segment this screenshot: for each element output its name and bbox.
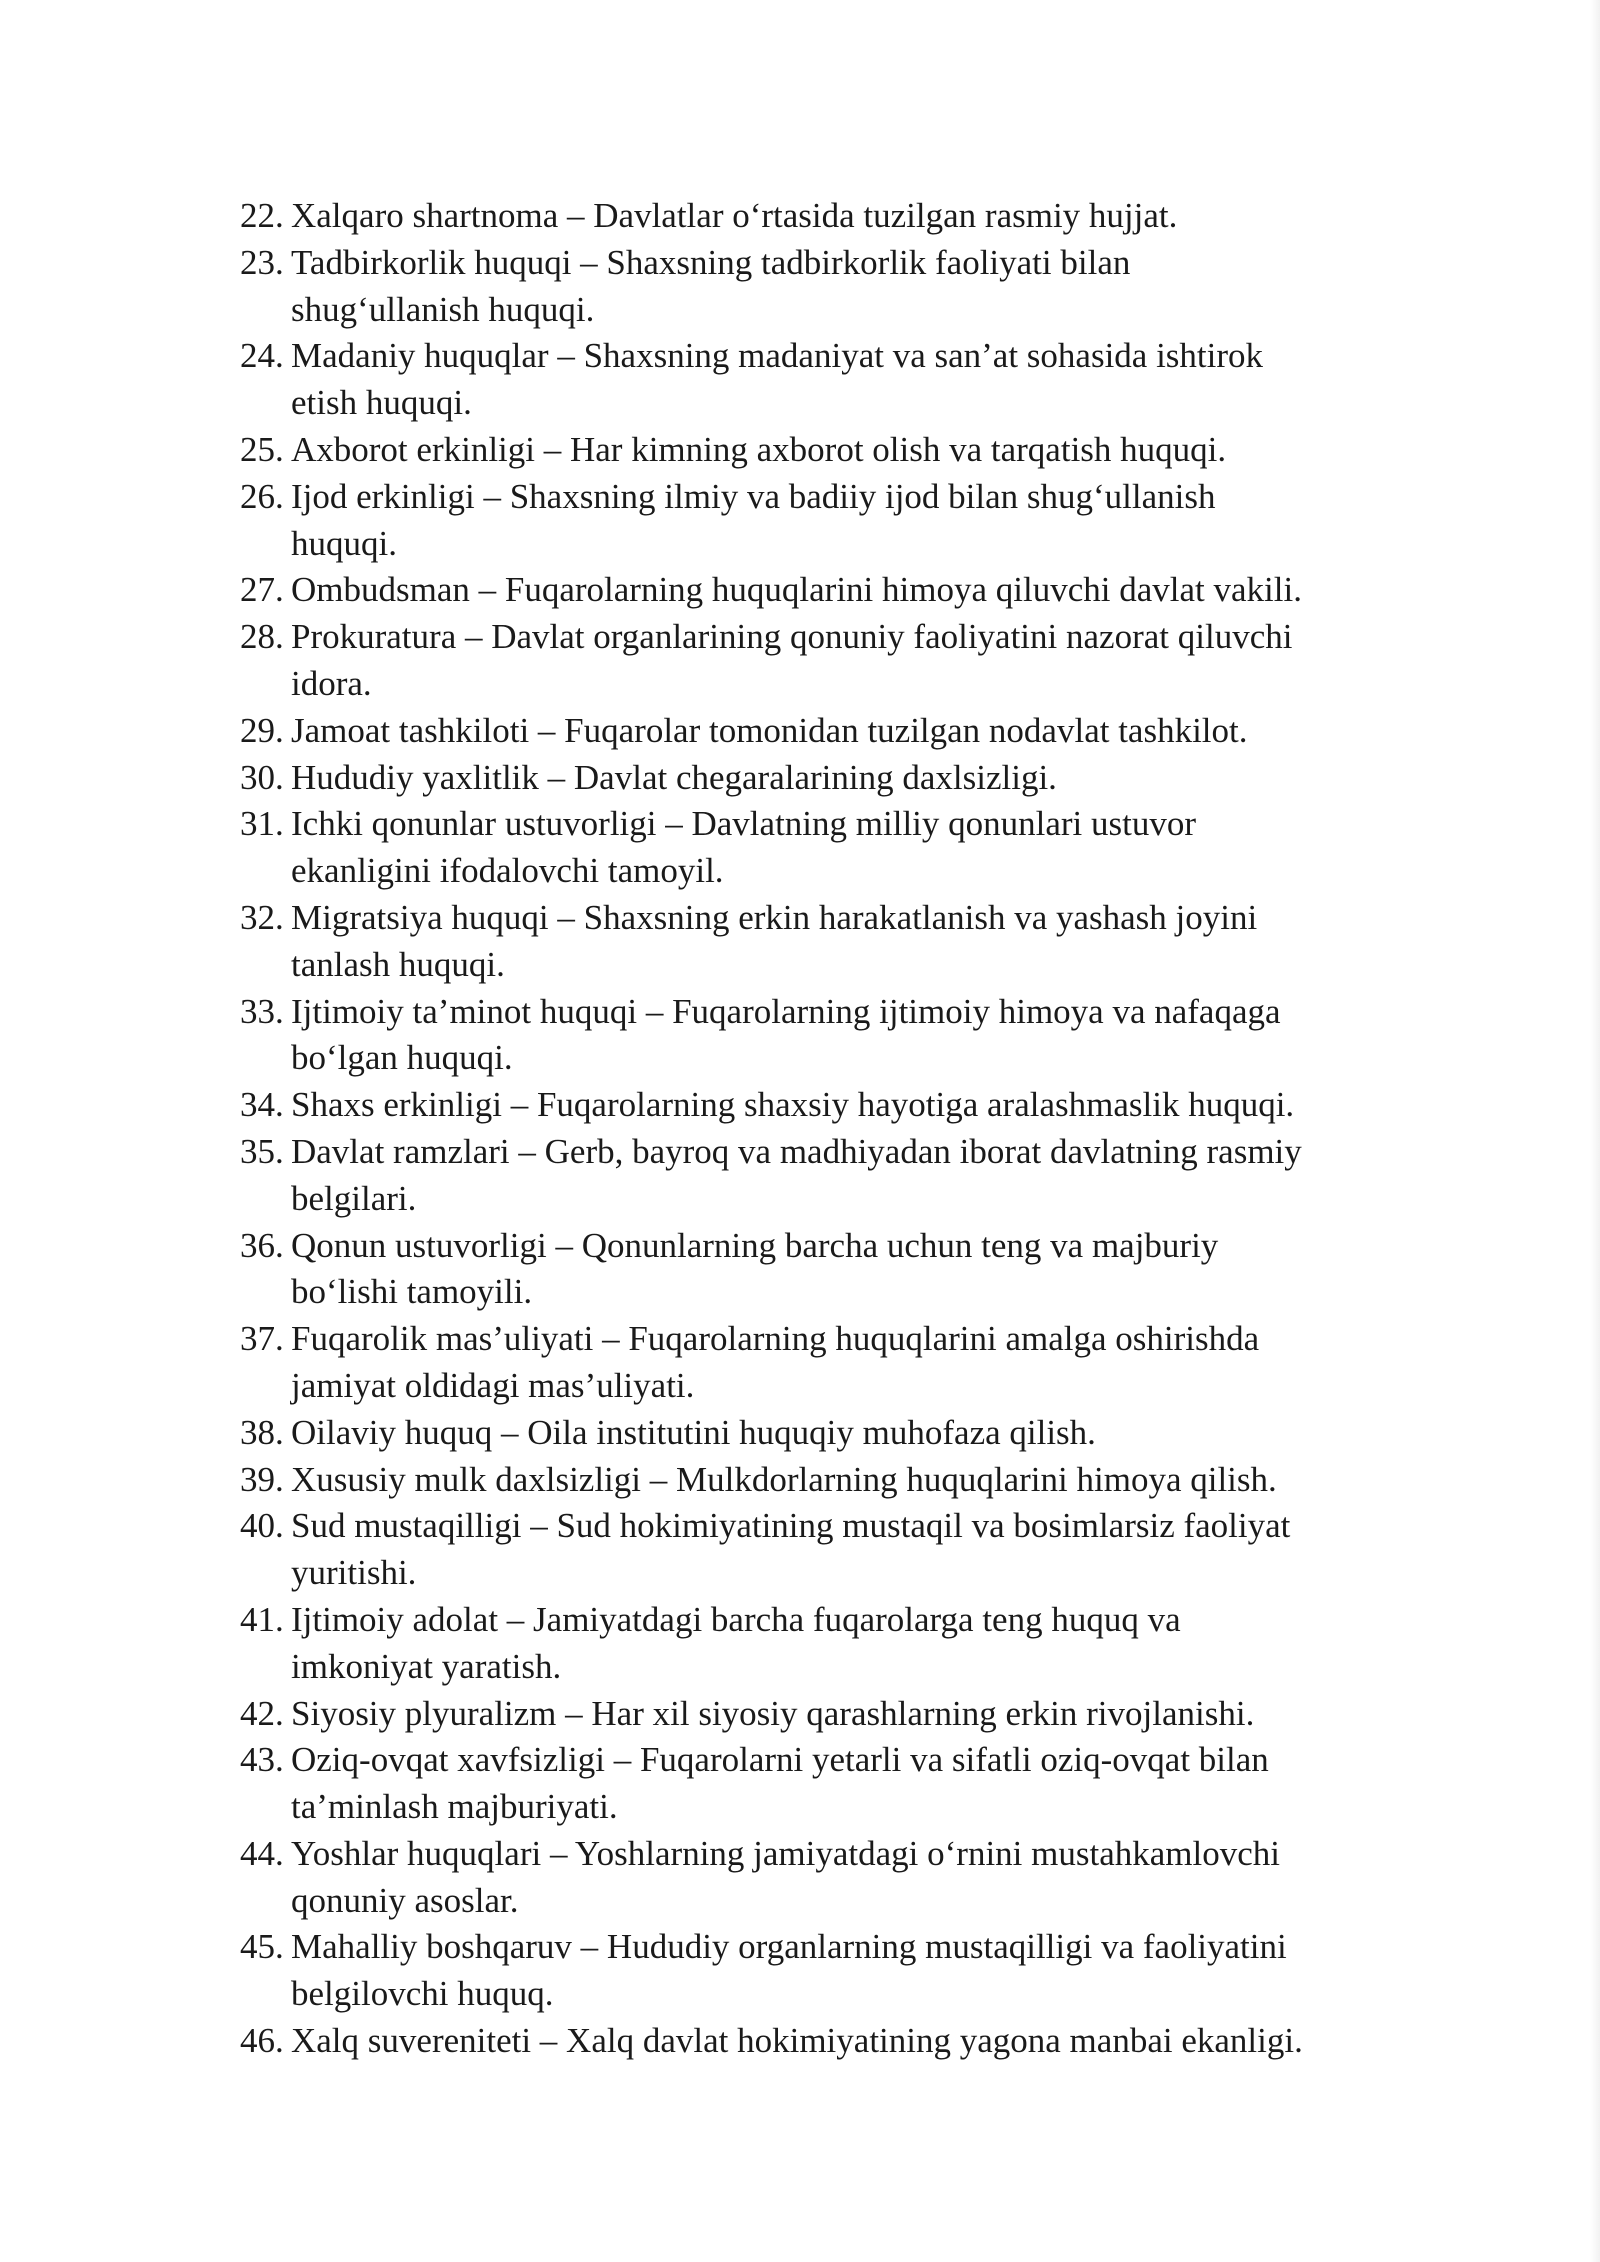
item-text bbox=[291, 1831, 1400, 1925]
item-number: 22. bbox=[240, 196, 284, 235]
item-text-line: Hududiy yaxlitlik – Davlat chegaralarining daxlsizligi. bbox=[291, 757, 1057, 797]
item-number: 37. bbox=[240, 1319, 284, 1359]
item-text bbox=[291, 2018, 1400, 2065]
item-text-line: Ijtimoiy ta’minot huquqi – Fuqarolarning ijtimoiy himoya va nafaqaga bbox=[291, 991, 1281, 1031]
item-text-line: qonuniy asoslar. bbox=[291, 1880, 519, 1920]
list-item bbox=[240, 989, 1400, 1083]
item-text-line: Xalqaro shartnoma – Davlatlar o‘rtasida tuzilgan rasmiy hujjat. bbox=[291, 196, 1178, 235]
item-text-line: bo‘lishi tamoyili. bbox=[291, 1272, 533, 1312]
item-text bbox=[291, 801, 1400, 895]
list-item bbox=[240, 333, 1400, 427]
item-text-line: etish huquqi. bbox=[291, 383, 472, 423]
item-text bbox=[291, 474, 1400, 568]
item-text bbox=[291, 1597, 1400, 1691]
item-number: 46. bbox=[240, 2021, 284, 2061]
item-number: 25. bbox=[240, 429, 284, 469]
item-text bbox=[291, 755, 1400, 802]
list-item bbox=[240, 474, 1400, 568]
item-number: 43. bbox=[240, 1740, 284, 1780]
item-text-line: Prokuratura – Davlat organlarining qonuniy faoliyatini nazorat qiluvchi bbox=[291, 617, 1293, 657]
list-item bbox=[240, 2018, 1400, 2065]
item-text-line: Axborot erkinligi – Har kimning axborot olish va tarqatish huquqi. bbox=[291, 429, 1227, 469]
item-text-line: idora. bbox=[291, 663, 372, 703]
item-text bbox=[291, 1924, 1400, 2018]
page-edge-shadow bbox=[1590, 0, 1600, 2262]
item-text-line: tanlash huquqi. bbox=[291, 944, 505, 984]
list-item bbox=[240, 1597, 1400, 1691]
item-text-line: shug‘ullanish huquqi. bbox=[291, 289, 595, 329]
item-text-line: Ichki qonunlar ustuvorligi – Davlatning milliy qonunlari ustuvor bbox=[291, 804, 1197, 844]
item-number: 44. bbox=[240, 1833, 284, 1873]
item-number: 36. bbox=[240, 1225, 284, 1265]
item-text bbox=[291, 1737, 1400, 1831]
list-item bbox=[240, 895, 1400, 989]
item-number: 35. bbox=[240, 1131, 284, 1171]
list-item bbox=[240, 614, 1400, 708]
list-item bbox=[240, 1457, 1400, 1504]
item-text-line: Oilaviy huquq – Oila institutini huquqiy muhofaza qilish. bbox=[291, 1412, 1096, 1452]
item-text-line: Xususiy mulk daxlsizligi – Mulkdorlarning huquqlarini himoya qilish. bbox=[291, 1459, 1277, 1499]
item-text-line: Fuqarolik mas’uliyati – Fuqarolarning huquqlarini amalga oshirishda bbox=[291, 1319, 1260, 1359]
item-text-line: ekanligini ifodalovchi tamoyil. bbox=[291, 851, 724, 891]
list-item bbox=[240, 1831, 1400, 1925]
item-text-line: Tadbirkorlik huquqi – Shaxsning tadbirkorlik faoliyati bilan bbox=[291, 242, 1131, 282]
item-number: 28. bbox=[240, 617, 284, 657]
item-text-line: Qonun ustuvorligi – Qonunlarning barcha uchun teng va majburiy bbox=[291, 1225, 1219, 1265]
item-text-line: Migratsiya huquqi – Shaxsning erkin harakatlanish va yashash joyini bbox=[291, 897, 1258, 937]
item-text-line: belgilari. bbox=[291, 1178, 417, 1218]
item-text bbox=[291, 1410, 1400, 1457]
item-text bbox=[291, 895, 1400, 989]
item-number: 24. bbox=[240, 336, 284, 376]
item-text-line: Davlat ramzlari – Gerb, bayroq va madhiyadan iborat davlatning rasmiy bbox=[291, 1131, 1302, 1171]
item-text bbox=[291, 240, 1400, 334]
item-number: 23. bbox=[240, 242, 284, 282]
item-number: 31. bbox=[240, 804, 284, 844]
item-text-line: belgilovchi huquq. bbox=[291, 1974, 554, 2014]
list-item bbox=[240, 1129, 1400, 1223]
item-text-line: huquqi. bbox=[291, 523, 397, 563]
item-text bbox=[291, 1316, 1400, 1410]
item-number: 45. bbox=[240, 1927, 284, 1967]
item-number: 29. bbox=[240, 710, 284, 750]
item-text-line: Oziq-ovqat xavfsizligi – Fuqarolarni yetarli va sifatli oziq-ovqat bilan bbox=[291, 1740, 1269, 1780]
list-item bbox=[240, 240, 1400, 334]
item-number: 30. bbox=[240, 757, 284, 797]
item-number: 27. bbox=[240, 570, 284, 610]
list-item bbox=[240, 801, 1400, 895]
list-item bbox=[240, 1691, 1400, 1738]
item-text-line: bo‘lgan huquqi. bbox=[291, 1038, 513, 1078]
item-text bbox=[291, 614, 1400, 708]
item-text-line: Sud mustaqilligi – Sud hokimiyatining mustaqil va bosimlarsiz faoliyat bbox=[291, 1506, 1291, 1546]
list-item bbox=[240, 1503, 1400, 1597]
numbered-term-list bbox=[240, 193, 1400, 2065]
item-text bbox=[291, 427, 1400, 474]
item-number: 38. bbox=[240, 1412, 284, 1452]
list-item bbox=[240, 1223, 1400, 1317]
item-text-line: imkoniyat yaratish. bbox=[291, 1646, 562, 1686]
item-text bbox=[291, 1223, 1400, 1317]
item-number: 39. bbox=[240, 1459, 284, 1499]
item-text bbox=[291, 708, 1400, 755]
item-text bbox=[291, 1457, 1400, 1504]
item-text-line: Mahalliy boshqaruv – Hududiy organlarning mustaqilligi va faoliyatini bbox=[291, 1927, 1287, 1967]
list-item bbox=[240, 427, 1400, 474]
item-number: 26. bbox=[240, 476, 284, 516]
item-text-line: yuritishi. bbox=[291, 1553, 417, 1593]
item-text bbox=[291, 333, 1400, 427]
list-item bbox=[240, 567, 1400, 614]
list-item bbox=[240, 193, 1400, 240]
item-text-line: Xalq suvereniteti – Xalq davlat hokimiyatining yagona manbai ekanligi. bbox=[291, 2021, 1303, 2061]
item-text-line: Siyosiy plyuralizm – Har xil siyosiy qarashlarning erkin rivojlanishi. bbox=[291, 1693, 1255, 1733]
list-item bbox=[240, 1082, 1400, 1129]
item-text bbox=[291, 1503, 1400, 1597]
item-text-line: Yoshlar huquqlari – Yoshlarning jamiyatdagi o‘rnini mustahkamlovchi bbox=[291, 1833, 1281, 1873]
list-item bbox=[240, 755, 1400, 802]
list-item bbox=[240, 1924, 1400, 2018]
item-text-line: Jamoat tashkiloti – Fuqarolar tomonidan tuzilgan nodavlat tashkilot. bbox=[291, 710, 1248, 750]
item-text bbox=[291, 1691, 1400, 1738]
list-item bbox=[240, 1410, 1400, 1457]
item-text bbox=[291, 567, 1400, 614]
item-number: 33. bbox=[240, 991, 284, 1031]
item-text-line: Ijod erkinligi – Shaxsning ilmiy va badiiy ijod bilan shug‘ullanish bbox=[291, 476, 1216, 516]
list-item bbox=[240, 1316, 1400, 1410]
item-text-line: ta’minlash majburiyati. bbox=[291, 1787, 618, 1827]
list-item bbox=[240, 708, 1400, 755]
item-number: 34. bbox=[240, 1085, 284, 1125]
item-text bbox=[291, 1082, 1400, 1129]
item-number: 40. bbox=[240, 1506, 284, 1546]
item-text bbox=[291, 1129, 1400, 1223]
list-item bbox=[240, 1737, 1400, 1831]
item-text-line: Shaxs erkinligi – Fuqarolarning shaxsiy hayotiga aralashmaslik huquqi. bbox=[291, 1085, 1295, 1125]
item-text-line: Ijtimoiy adolat – Jamiyatdagi barcha fuqarolarga teng huquq va bbox=[291, 1599, 1181, 1639]
item-text-line: Ombudsman – Fuqarolarning huquqlarini himoya qiluvchi davlat vakili. bbox=[291, 570, 1302, 610]
item-number: 32. bbox=[240, 897, 284, 937]
item-number: 42. bbox=[240, 1693, 284, 1733]
item-text-line: jamiyat oldidagi mas’uliyati. bbox=[291, 1365, 695, 1405]
item-text-line: Madaniy huquqlar – Shaxsning madaniyat va san’at sohasida ishtirok bbox=[291, 336, 1264, 376]
item-text bbox=[291, 989, 1400, 1083]
item-number: 41. bbox=[240, 1599, 284, 1639]
item-text bbox=[291, 193, 1400, 240]
